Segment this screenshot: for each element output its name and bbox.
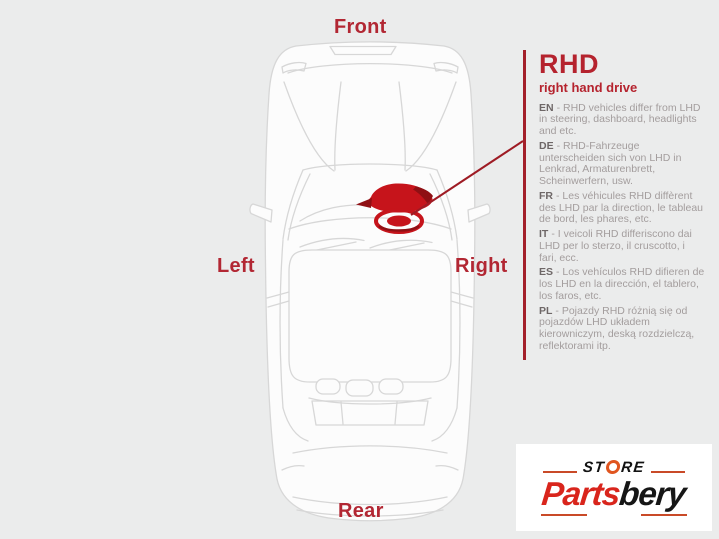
label-right: Right [455, 255, 508, 277]
description-it [539, 229, 705, 264]
logo-rule-left [543, 471, 577, 473]
headrest-center [346, 380, 373, 396]
logo-store-row [543, 460, 685, 475]
logo-rule-right [651, 471, 685, 473]
description-en [539, 103, 705, 138]
label-rear: Rear [338, 500, 384, 522]
rhd-info-panel [523, 50, 705, 360]
roof-panel [289, 250, 451, 382]
lang-code-en: EN [539, 101, 554, 114]
label-front: Front [334, 16, 387, 38]
description-text: - RHD-Fahrzeuge unterscheiden sich von LHD in Lenkrad, Armaturenbrett, Scheinwerfern, usw. [539, 139, 682, 188]
logo-underline-left [541, 514, 587, 516]
logo-underline-right [641, 514, 687, 516]
description-text: - Los vehículos RHD difieren de los LHD en la dirección, el tablero, los faros, etc. [539, 266, 705, 302]
lang-code-de: DE [539, 139, 554, 152]
description-es [539, 267, 705, 302]
lang-code-fr: FR [539, 189, 553, 202]
lang-code-es: ES [539, 266, 554, 279]
headrest-right [379, 379, 403, 394]
panel-descriptions [539, 103, 705, 353]
description-text: - RHD vehicles differ from LHD in steering, dashboard, headlights and etc. [539, 101, 701, 138]
description-pl [539, 306, 705, 353]
logo-store-st: ST [582, 458, 607, 476]
logo-store-re: RE [620, 458, 646, 476]
logo-brand-bery: bery [617, 474, 688, 512]
panel-subtitle: right hand drive [539, 79, 638, 95]
lang-code-pl: PL [539, 304, 553, 317]
logo-brand-text [540, 474, 688, 512]
label-left: Left [217, 255, 255, 277]
description-text: - Les véhicules RHD diffèrent des LHD par la direction, le tableau de bord, les phares, etc. [539, 189, 704, 226]
logo-store-text [582, 460, 646, 475]
description-text: - I veicoli RHD differiscono dai LHD per lo sterzo, il cruscotto, i fari, ecc. [539, 228, 692, 264]
description-fr [539, 191, 705, 226]
logo-brand-parts: Parts [540, 474, 622, 512]
panel-title: RHD [539, 49, 599, 79]
description-text: - Pojazdy RHD różnią się od pojazdów LHD układem kierowniczym, deską rozdzielczą, reflektorami itp. [539, 304, 695, 352]
logo-o-ring-icon [605, 460, 620, 474]
description-de [539, 141, 705, 188]
headrest-left [316, 379, 340, 394]
logo-underline-row [541, 514, 687, 516]
partsbery-logo [516, 444, 712, 531]
lang-code-it: IT [539, 228, 549, 241]
